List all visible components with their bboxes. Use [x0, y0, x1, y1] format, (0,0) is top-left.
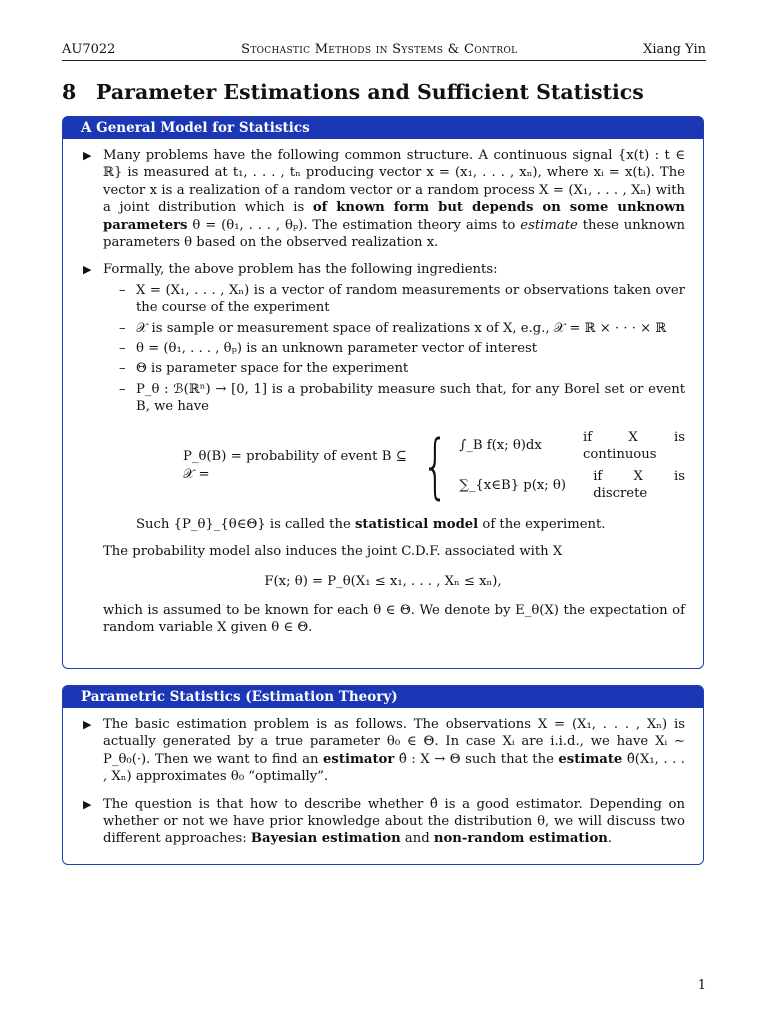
case-condition: if X is continuous — [582, 429, 685, 463]
triangle-bullet-icon: ▶ — [83, 149, 92, 162]
triangle-bullet-icon: ▶ — [83, 797, 92, 811]
box-title: Parametric Statistics (Estimation Theory) — [63, 686, 703, 708]
case-expression: ∑_{x∈B} p(x; θ) — [459, 477, 567, 493]
probability-equation — [183, 424, 685, 508]
sub-item: – Θ is parameter space for the experiment — [119, 361, 409, 377]
case-condition: if X is discrete — [593, 468, 685, 502]
triangle-bullet-icon: ▶ — [83, 718, 92, 731]
box-title: A General Model for Statistics — [63, 117, 703, 139]
section-title: Parameter Estimations and Sufficient Statistics — [96, 80, 644, 104]
case-continuous — [459, 429, 685, 464]
bullet-item: ▶ Formally, the above problem has the following ingredients: – X = (X₁, . . . , Xₙ) is a vector of random measurements or observations taken over the course of the experiment – 𝒳 is sample or measurement space of realizations x of X, e.g., 𝒳 = ℝ × · · · × ℝ – θ = (θ₁, . . . , θₚ) is an unknown parameter vector of interest – Θ is parameter space for the experiment – P_θ : ℬ(ℝⁿ) → [0, 1] is a probability measure such that, for any Borel set or event B, we have P_θ(B) = probability of event B ⊆ 𝒳 = { ∫_B f(x; θ)dx if X is continuous ∑_{x∈B} p(x; θ) if X is discrete Such {P_θ}_{θ∈Θ} is called the statistical model of the experiment. — [83, 262, 685, 532]
sub-item: – X = (X₁, . . . , Xₙ) is a vector of random measurements or observations taken over the course of the experiment — [119, 282, 685, 316]
page-number: 1 — [697, 978, 706, 993]
section-heading — [62, 80, 644, 104]
cdf-equation: F(x; θ) = P_θ(X₁ ≤ x₁, . . . , Xₙ ≤ xₙ), — [264, 573, 502, 589]
bullet-item: ▶ Many problems have the following common structure. A continuous signal {x(t) : t ∈ ℝ} is measured at t₁, . . . , tₙ producing vector x = (x₁, . . . , xₙ), where xᵢ = x(tᵢ). The vector x is a realization of a random vector or a random process X = (X₁, . . . , Xₙ) with a joint distribution which is of known form but depends on some unknown parameters θ = (θ₁, . . . , θₚ). The estimation theory aims to estimate these unknown parameters θ based on the observed realization x. — [83, 148, 685, 251]
author-name: Xiang Yin — [643, 41, 706, 57]
box-parametric-statistics — [62, 685, 704, 865]
bullet-item: ▶ The question is that how to describe whether θ̂ is a good estimator. Depending on whether or not we have prior knowledge about the distribution θ, we will discuss two different approaches: Bayesian estimation and non-random estimation. — [83, 796, 685, 847]
cdf-after: which is assumed to be known for each θ ∈ Θ. We denote by E_θ(X) the expectation of random variable X given θ ∈ Θ. — [103, 602, 685, 636]
bullet-item: ▶ The basic estimation problem is as follows. The observations X = (X₁, . . . , Xₙ) is actually generated by a true parameter θ₀ ∈ Θ. In case Xᵢ are i.i.d., we have Xᵢ ∼ P_θ₀(·). Then we want to find an estimator θ̂ : X → Θ such that the estimate θ̂(X₁, . . . , Xₙ) approximates θ₀ “optimally”. — [83, 717, 685, 785]
case-expression: ∫_B f(x; θ)dx — [459, 438, 542, 454]
box-body — [63, 708, 703, 848]
box-body — [63, 139, 703, 637]
box-general-model — [62, 116, 704, 669]
case-discrete — [459, 468, 685, 503]
sub-item: – P_θ : ℬ(ℝⁿ) → [0, 1] is a probability measure such that, for any Borel set or event B, we have — [119, 381, 685, 415]
course-code: AU7022 — [62, 41, 116, 57]
left-brace-icon: { — [421, 424, 449, 507]
sub-item: – 𝒳 is sample or measurement space of realizations x of X, e.g., 𝒳 = ℝ × · · · × ℝ — [119, 320, 667, 336]
model-sentence: Such {P_θ}_{θ∈Θ} is called the statistical model of the experiment. — [136, 516, 606, 532]
sub-item: – θ = (θ₁, . . . , θₚ) is an unknown parameter vector of interest — [119, 341, 538, 357]
equation-cases — [459, 429, 685, 503]
course-title: Stochastic Methods in Systems & Control — [241, 41, 518, 57]
header-rule — [62, 60, 706, 61]
running-header — [62, 38, 706, 60]
equation-lhs: P_θ(B) = probability of event B ⊆ 𝒳 = — [183, 449, 407, 482]
section-number: 8 — [62, 80, 77, 104]
cdf-intro: The probability model also induces the joint C.D.F. associated with X — [103, 544, 563, 560]
triangle-bullet-icon: ▶ — [83, 263, 92, 277]
